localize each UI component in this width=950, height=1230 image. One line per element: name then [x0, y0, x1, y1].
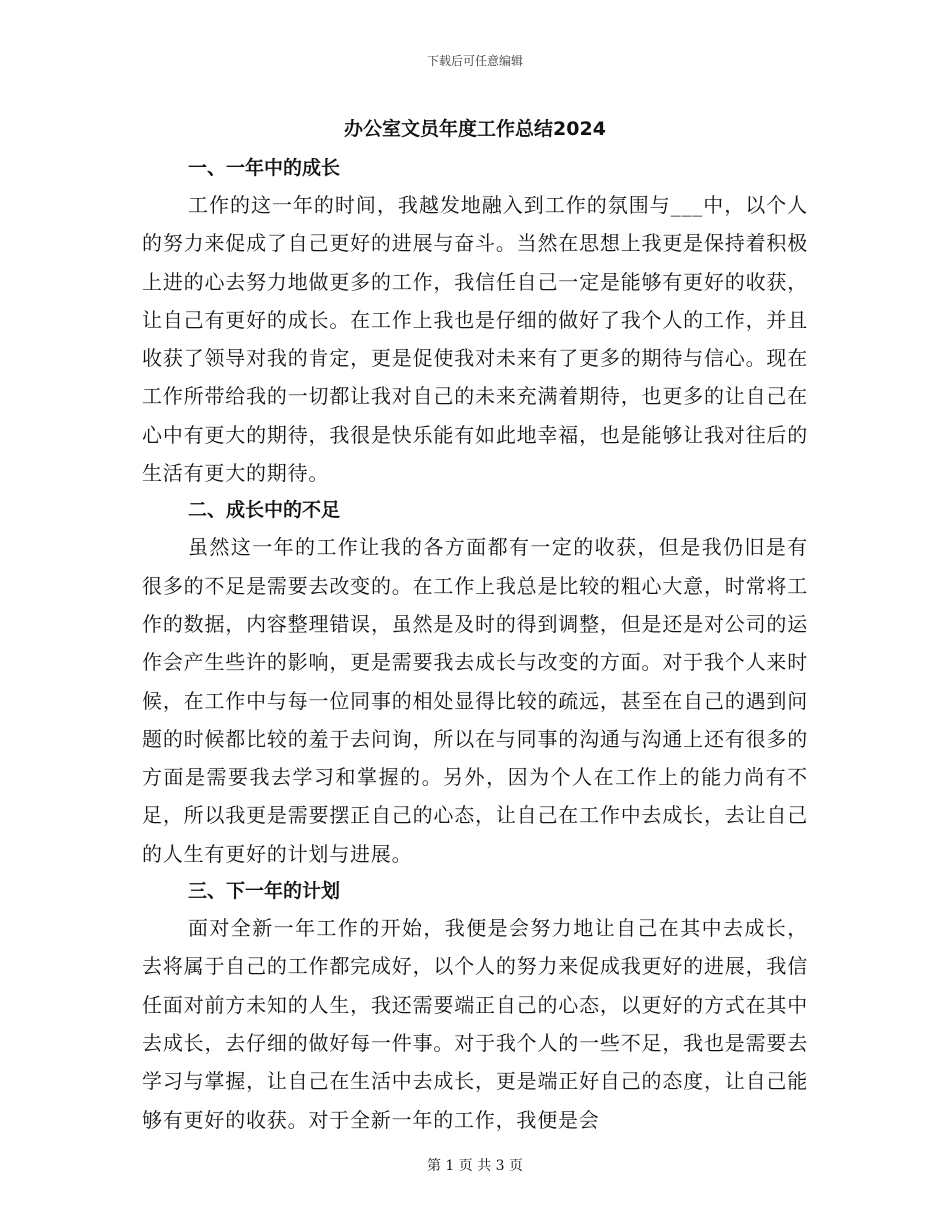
document-body [142, 112, 808, 1139]
section-heading-2: 二、成长中的不足 [188, 499, 341, 522]
section-paragraph-3: 面对全新一年工作的开始，我便是会努力地让自己在其中去成长，去将属于自己的工作都完成好，以个人的努力来促成我更好的进展，我信任面对前方未知的人生，我还需要端正自己的心态，以更好的方式在其中去成长，去仔细的做好每一件事。对于我个人的一些不足，我也是需要去学习与掌握，让自己在生活中去成长，更是端正好自己的态度，让自己能够有更好的收获。对于全新一年的工作，我便是会 [142, 916, 808, 1132]
header-note: 下载后可任意编辑 [426, 54, 523, 68]
section-heading-3: 三、下一年的计划 [188, 880, 341, 903]
section-paragraph-2: 虽然这一年的工作让我的各方面都有一定的收获，但是我仍旧是有很多的不足是需要去改变的。在工作上我总是比较的粗心大意，时常将工作的数据，内容整理错误，虽然是及时的得到调整，但是还是对公司的运作会产生些许的影响，更是需要我去成长与改变的方面。对于我个人来时候，在工作中与每一位同事的相处显得比较的疏远，甚至在自己的遇到问题的时候都比较的羞于去问询，所以在与同事的沟通与沟通上还有很多的方面是需要我去学习和掌握的。另外，因为个人在工作上的能力尚有不足，所以我更是需要摆正自己的心态，让自己在工作中去成长，去让自己的人生有更好的计划与进展。 [142, 535, 808, 866]
document-title: 办公室文员年度工作总结2024 [344, 118, 606, 140]
page-number: 第 1 页 共 3 页 [426, 1158, 524, 1174]
section-paragraph-1: 工作的这一年的时间，我越发地融入到工作的氛围与___中，以个人的努力来促成了自己更好的进展与奋斗。当然在思想上我更是保持着积极上进的心去努力地做更多的工作，我信任自己一定是能够有更好的收获，让自己有更好的成长。在工作上我也是仔细的做好了我个人的工作，并且收获了领导对我的肯定，更是促使我对未来有了更多的期待与信心。现在工作所带给我的一切都让我对自己的未来充满着期待，也更多的让自己在心中有更大的期待，我很是快乐能有如此地幸福，也是能够让我对往后的生活有更大的期待。 [142, 193, 808, 486]
section-heading-1: 一、一年中的成长 [188, 157, 341, 179]
